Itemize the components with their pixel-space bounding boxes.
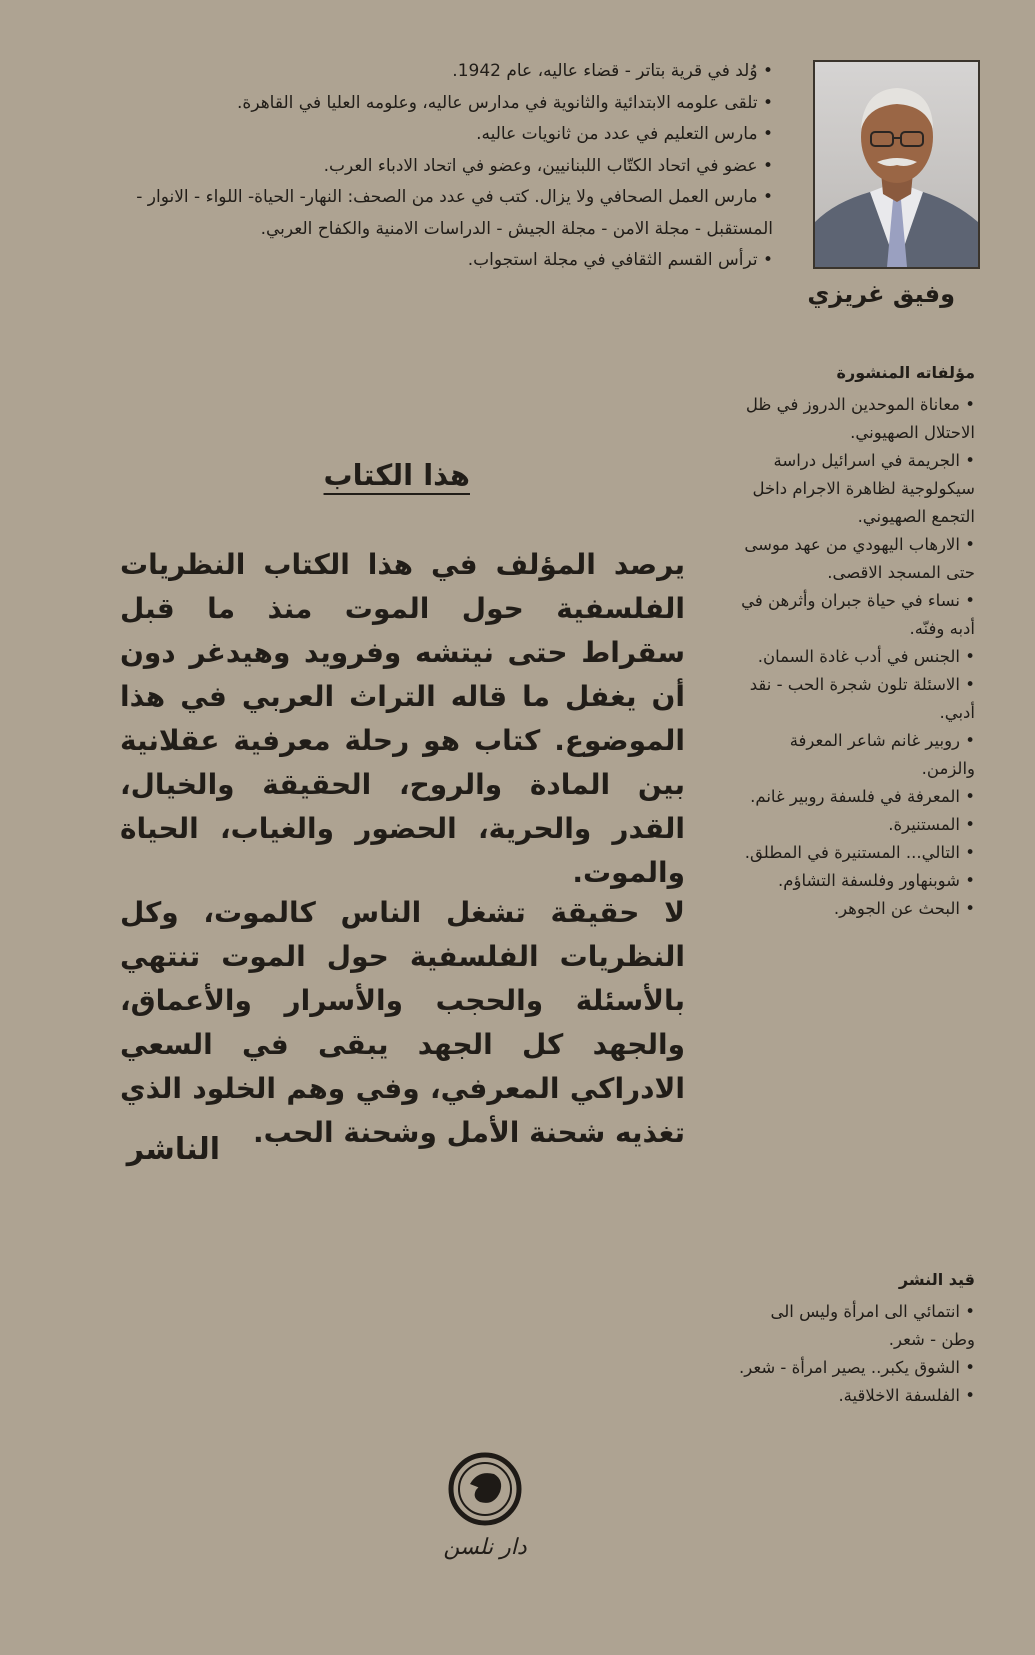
bio-item: • عضو في اتحاد الكتّاب اللبنانيين، وعضو في اتحاد الادباء العرب.: [113, 151, 773, 183]
work-item: • المستنيرة.: [735, 811, 975, 839]
forthcoming-item: • الشوق يكبر.. يصير امرأة - شعر.: [735, 1354, 975, 1382]
bio-item: • تلقى علومه الابتدائية والثانوية في مدارس عاليه، وعلومه العليا في القاهرة.: [113, 88, 773, 120]
work-item: • الجنس في أدب غادة السمان.: [735, 643, 975, 671]
work-item: • البحث عن الجوهر.: [735, 895, 975, 923]
work-item: • معاناة الموحدين الدروز في ظل الاحتلال الصهيوني.: [735, 391, 975, 447]
work-item: • شوبنهاور وفلسفة التشاؤم.: [735, 867, 975, 895]
work-item: • الاسئلة تلون شجرة الحب - نقد أدبي.: [735, 671, 975, 727]
forthcoming-heading: قيد النشر: [898, 1270, 975, 1289]
publisher-logo-icon: [448, 1452, 522, 1526]
forthcoming-works: [735, 1266, 975, 1410]
book-section-title: هذا الكتاب: [323, 458, 470, 492]
author-name: وفيق غريزي: [807, 280, 955, 308]
work-item: • نساء في حياة جبران وأثرهن في أدبه وفنّه.: [735, 587, 975, 643]
bio-item: • ترأس القسم الثقافي في مجلة استجواب.: [113, 245, 773, 277]
publisher-signature: الناشر: [126, 1132, 220, 1167]
work-item: • روبير غانم شاعر المعرفة والزمن.: [735, 727, 975, 783]
description-paragraph-1: يرصد المؤلف في هذا الكتاب النظريات الفلسفية حول الموت منذ ما قبل سقراط حتى نيتشه وفرويد وهيدغر دون أن يغفل ما قاله التراث العربي في هذا الموضوع. كتاب هو رحلة معرفية عقلانية بين المادة والروح، الحقيقة والخيال، القدر والحرية، الحضور والغياب، الحياة والموت.: [120, 548, 685, 889]
work-item: • التالي... المستنيرة في المطلق.: [735, 839, 975, 867]
work-item: • المعرفة في فلسفة روبير غانم.: [735, 783, 975, 811]
work-item: • الجريمة في اسرائيل دراسة سيكولوجية لظاهرة الاجرام داخل التجمع الصهيوني.: [735, 447, 975, 531]
description-paragraph-2: لا حقيقة تشغل الناس كالموت، وكل النظريات الفلسفية حول الموت تنتهي بالأسئلة والحجب والأسرار والأعماق، والجهد كل الجهد يبقى في السعي الادراكي المعرفي، وفي وهم الخلود الذي تغذيه شحنة الأمل وشحنة الحب.: [120, 896, 685, 1149]
author-photo: [813, 60, 980, 269]
bio-item: • مارس العمل الصحافي ولا يزال. كتب في عدد من الصحف: النهار- الحياة- اللواء - الانوار - المستقبل - مجلة الامن - مجلة الجيش - الدراسات الامنية والكفاح العربي.: [113, 182, 773, 245]
works-heading: مؤلفاته المنشورة: [836, 363, 975, 382]
author-bio: [113, 56, 773, 277]
author-portrait-icon: [815, 62, 978, 267]
forthcoming-item: • انتمائي الى امرأة وليس الى وطن - شعر.: [735, 1298, 975, 1354]
publisher-name: دار نلسن: [443, 1535, 527, 1560]
bio-item: • وُلد في قرية بتاتر - قضاء عاليه، عام 1942.: [113, 56, 773, 88]
work-item: • الارهاب اليهودي من عهد موسى حتى المسجد الاقصى.: [735, 531, 975, 587]
forthcoming-item: • الفلسفة الاخلاقية.: [735, 1382, 975, 1410]
published-works: [735, 359, 975, 923]
bio-item: • مارس التعليم في عدد من ثانويات عاليه.: [113, 119, 773, 151]
